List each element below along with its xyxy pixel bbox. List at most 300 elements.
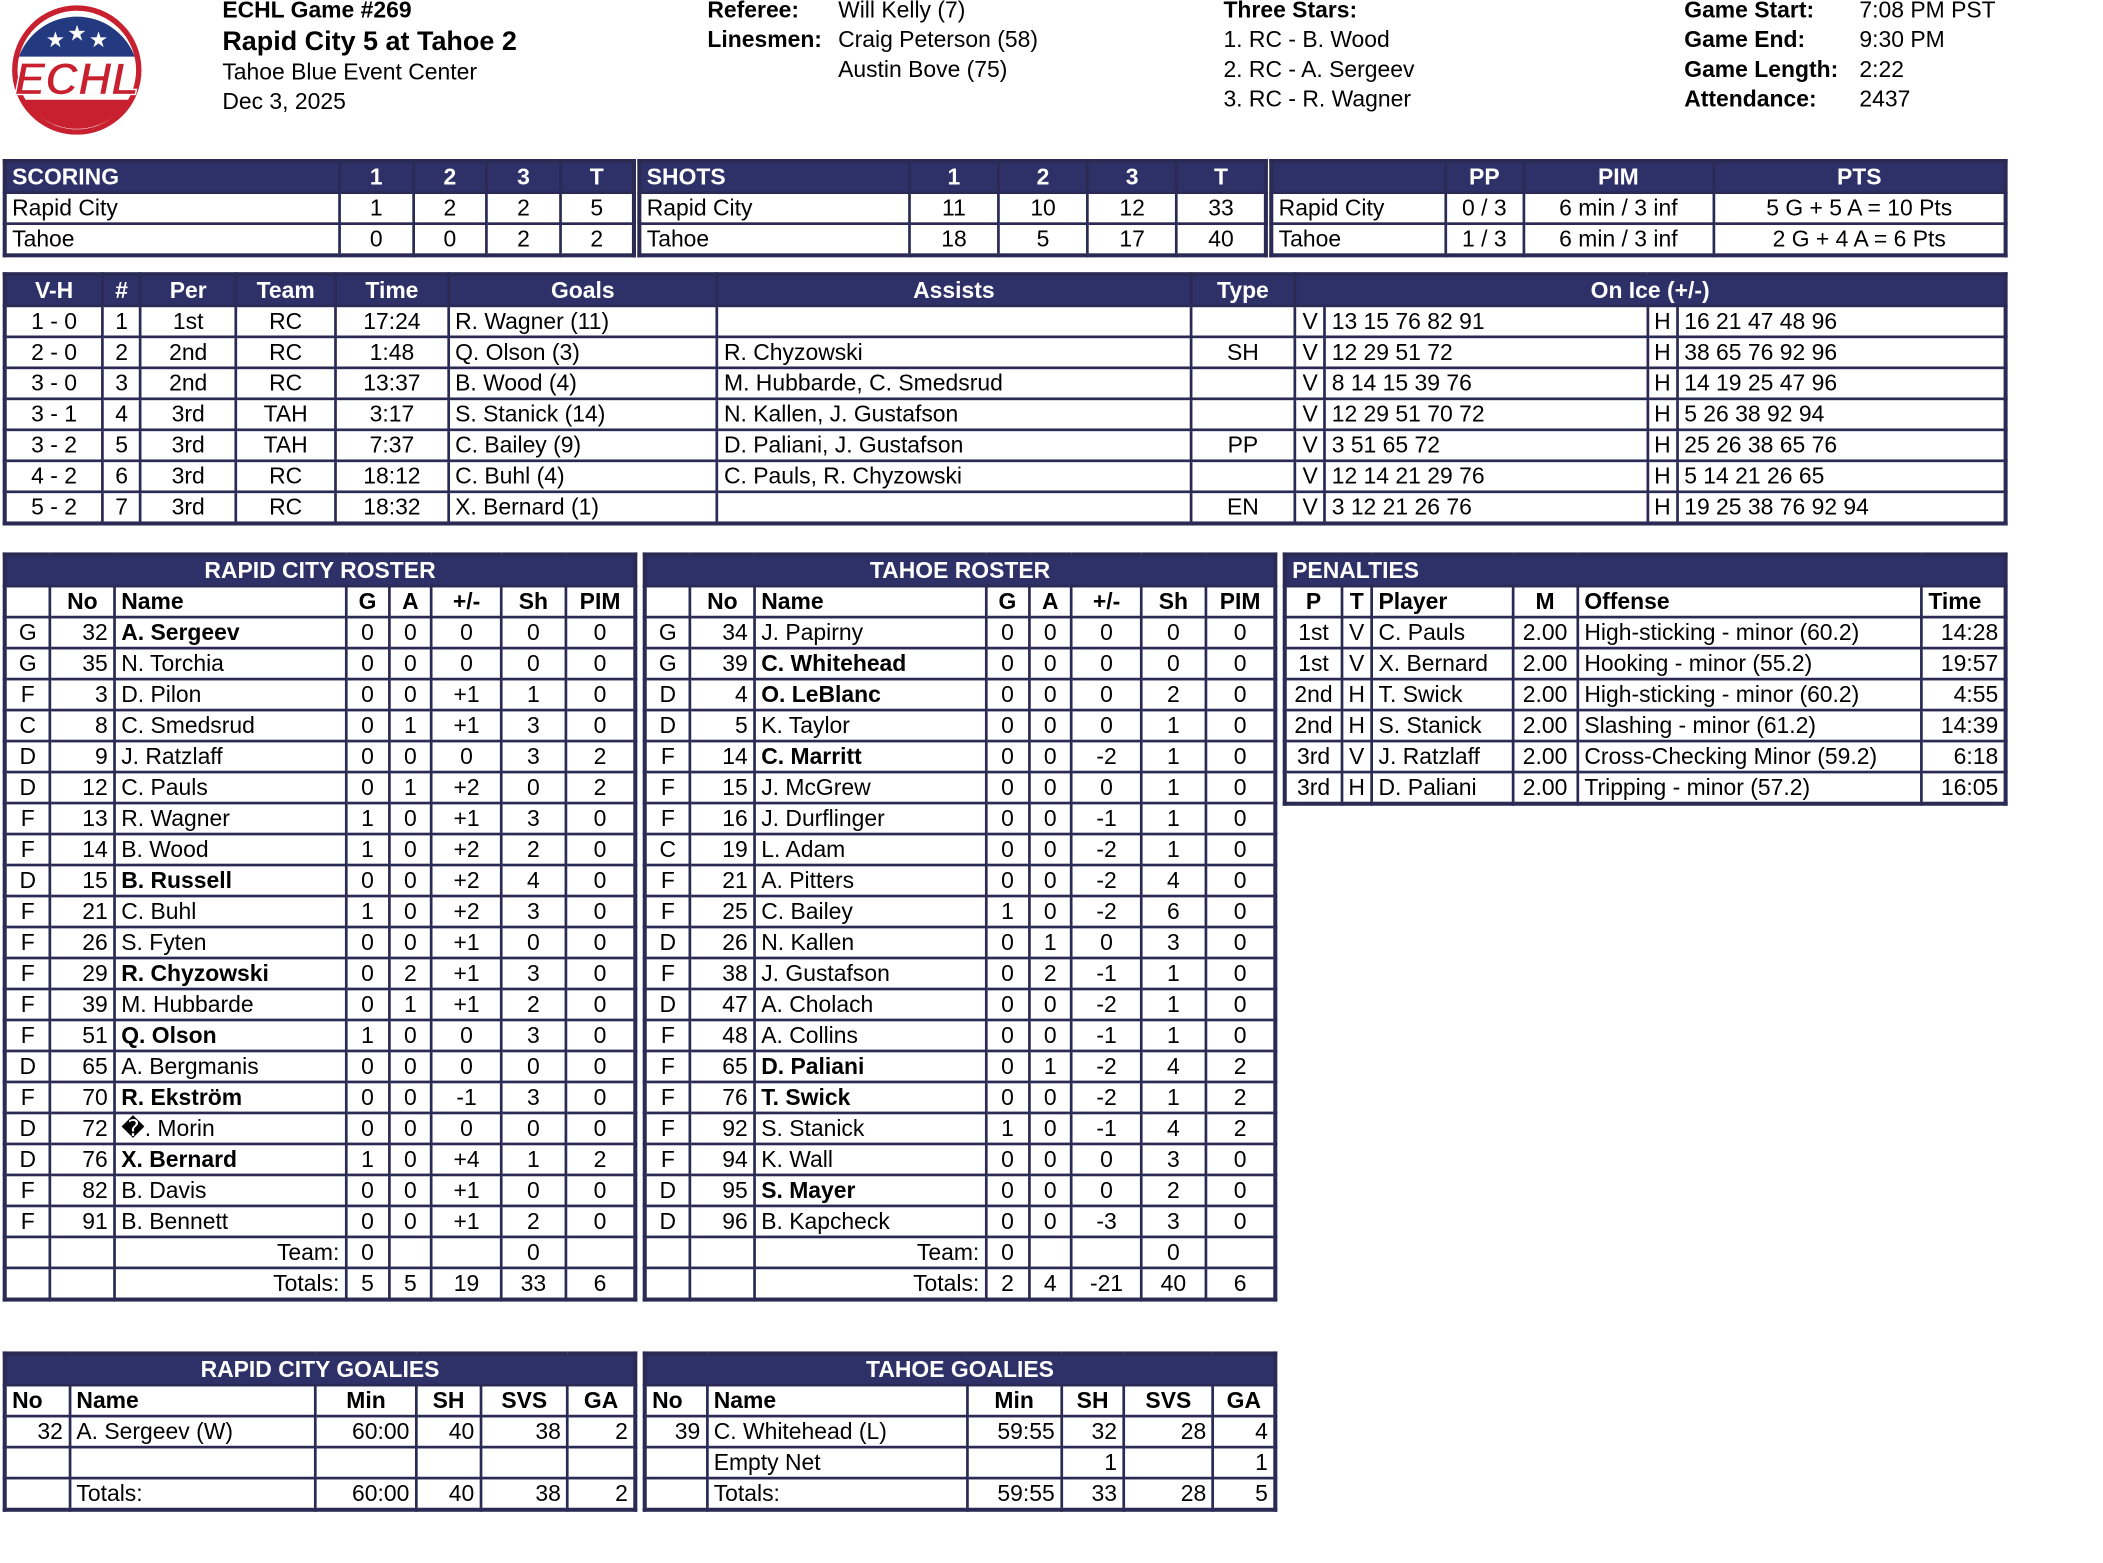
- column-header: No: [645, 1385, 707, 1416]
- home-marker: H: [1647, 492, 1677, 524]
- jersey-number: 14: [50, 834, 114, 865]
- shots: 1: [1141, 772, 1205, 803]
- pim: 2: [565, 1144, 635, 1175]
- column-header: No: [50, 586, 114, 617]
- assists: 1: [1029, 1051, 1072, 1082]
- shots: 4: [1141, 865, 1205, 896]
- roster-title: RAPID CITY ROSTER: [5, 554, 636, 586]
- goalie-row: [5, 1416, 636, 1447]
- assists: 0: [389, 803, 432, 834]
- goals: 1: [346, 803, 389, 834]
- goals: 0: [986, 679, 1029, 710]
- total-shots: 40: [1141, 1268, 1205, 1300]
- minutes: 60:00: [316, 1478, 416, 1510]
- position: D: [645, 989, 691, 1020]
- minutes: 2.00: [1513, 617, 1578, 648]
- player-name: X. Bernard: [114, 1144, 346, 1175]
- position: F: [5, 1020, 51, 1051]
- column-header: G: [986, 586, 1029, 617]
- assists: 0: [1029, 989, 1072, 1020]
- pim: 0: [565, 1020, 635, 1051]
- shots: 3: [1141, 1206, 1205, 1237]
- player: T. Swick: [1372, 679, 1513, 710]
- visitor-on-ice: 12 29 51 70 72: [1325, 399, 1647, 430]
- team-label: Team:: [114, 1237, 346, 1268]
- player-row: [645, 1051, 1276, 1082]
- offense: Cross-Checking Minor (59.2): [1578, 741, 1922, 772]
- team-side: H: [1342, 679, 1372, 710]
- plus-minus: 0: [432, 1020, 501, 1051]
- total-goals: 5: [346, 1268, 389, 1300]
- team: RC: [236, 306, 336, 337]
- total-pim: 6: [1206, 1268, 1276, 1300]
- jersey-number: 19: [690, 834, 754, 865]
- goals: 0: [986, 1020, 1029, 1051]
- penalty-time: 14:28: [1922, 617, 2006, 648]
- player-row: [645, 927, 1276, 958]
- goals-header: Goals: [448, 274, 717, 306]
- position: F: [5, 927, 51, 958]
- player-row: [645, 896, 1276, 927]
- player-name: O. LeBlanc: [754, 679, 986, 710]
- goalie-row: [645, 1416, 1276, 1447]
- position: F: [645, 803, 691, 834]
- player-row: [645, 865, 1276, 896]
- penalty-time: 6:18: [1922, 741, 2006, 772]
- shots: 3: [1141, 927, 1205, 958]
- goals: 0: [986, 741, 1029, 772]
- player-row: [5, 1175, 636, 1206]
- jersey-number: [645, 1447, 707, 1478]
- special-teams-table: [1269, 159, 2007, 257]
- plus-minus: 0: [432, 741, 501, 772]
- jersey-number: 3: [50, 679, 114, 710]
- scorer: Q. Olson (3): [448, 337, 717, 368]
- pim: 0: [565, 679, 635, 710]
- jersey-number: 32: [5, 1416, 70, 1447]
- jersey-number: 65: [50, 1051, 114, 1082]
- pim: 2: [565, 741, 635, 772]
- assists: 0: [389, 1051, 432, 1082]
- cell: 0 / 3: [1445, 193, 1523, 224]
- position: F: [5, 679, 51, 710]
- team-side: V: [1342, 648, 1372, 679]
- visitor-on-ice: 3 51 65 72: [1325, 430, 1647, 461]
- assists: 0: [1029, 865, 1072, 896]
- plus-minus: -2: [1072, 834, 1142, 865]
- shots: 0: [501, 927, 565, 958]
- visitor-marker: V: [1295, 430, 1325, 461]
- period: 1st: [1285, 648, 1342, 679]
- column-header: Min: [316, 1385, 416, 1416]
- team-row: [645, 1237, 1276, 1268]
- cell: 2: [560, 224, 634, 256]
- goals: 0: [346, 648, 389, 679]
- totals-row: [5, 1268, 636, 1300]
- saves: [1124, 1447, 1213, 1478]
- shots: 3: [501, 741, 565, 772]
- jersey-number: 32: [50, 617, 114, 648]
- shots: 1: [1141, 710, 1205, 741]
- saves: 38: [481, 1478, 568, 1510]
- team: TAH: [236, 399, 336, 430]
- column-header: GA: [568, 1385, 636, 1416]
- team-name: Tahoe: [639, 224, 909, 256]
- table-row: [5, 224, 634, 256]
- goal-time: 7:37: [335, 430, 448, 461]
- player: J. Ratzlaff: [1372, 741, 1513, 772]
- table-row: [639, 193, 1266, 224]
- roster-header-row: [5, 586, 636, 617]
- player-name: D. Paliani: [754, 1051, 986, 1082]
- cell: 5: [999, 224, 1088, 256]
- plus-minus: 0: [1072, 927, 1142, 958]
- pim: 0: [1206, 834, 1276, 865]
- team-row: [5, 1237, 636, 1268]
- period: 3rd: [140, 430, 235, 461]
- plus-minus: +1: [432, 1175, 501, 1206]
- player-row: [645, 1082, 1276, 1113]
- position: D: [645, 927, 691, 958]
- tahoe-goalies: [643, 1351, 1278, 1511]
- rapid-city-goalies: [3, 1351, 638, 1511]
- player-name: C. Whitehead: [754, 648, 986, 679]
- assists: 0: [389, 1082, 432, 1113]
- jersey-number: 95: [690, 1175, 754, 1206]
- penalty-row: [1285, 710, 2006, 741]
- shots: 4: [1141, 1051, 1205, 1082]
- player: S. Stanick: [1372, 710, 1513, 741]
- column-header: SH: [1061, 1385, 1123, 1416]
- player-row: [5, 865, 636, 896]
- saves: 28: [1124, 1478, 1213, 1510]
- blank-cell: [1206, 1237, 1276, 1268]
- cell: 1: [339, 193, 413, 224]
- plus-minus: +1: [432, 803, 501, 834]
- minutes: 59:55: [967, 1478, 1062, 1510]
- penalty-time: 19:57: [1922, 648, 2006, 679]
- period: 1st: [140, 306, 235, 337]
- team: RC: [236, 492, 336, 524]
- player-row: [645, 710, 1276, 741]
- jersey-number: 16: [690, 803, 754, 834]
- pim: 0: [1206, 803, 1276, 834]
- assists: [717, 306, 1190, 337]
- penalty-time: 4:55: [1922, 679, 2006, 710]
- shots: 0: [501, 617, 565, 648]
- pim: 2: [1206, 1113, 1276, 1144]
- assists: 1: [389, 710, 432, 741]
- blank-cell: [432, 1237, 501, 1268]
- plus-minus: 0: [1072, 679, 1142, 710]
- penalty-row: [1285, 679, 2006, 710]
- goal-number: 5: [103, 430, 141, 461]
- goals: 0: [986, 648, 1029, 679]
- position: F: [5, 1082, 51, 1113]
- assists: 0: [389, 927, 432, 958]
- plus-minus: +4: [432, 1144, 501, 1175]
- plus-minus: 0: [432, 617, 501, 648]
- goal-row: [5, 337, 2006, 368]
- player-name: Q. Olson: [114, 1020, 346, 1051]
- goals-against: 2: [568, 1478, 636, 1510]
- minutes: 59:55: [967, 1416, 1062, 1447]
- echl-logo-wordmark: ECHL: [14, 53, 140, 105]
- column-header: Min: [967, 1385, 1062, 1416]
- assists: 0: [389, 617, 432, 648]
- blank-cell: [690, 1237, 754, 1268]
- plus-minus: -3: [1072, 1206, 1142, 1237]
- goal-type: [1190, 399, 1295, 430]
- referee-name: Will Kelly (7): [838, 0, 966, 23]
- saves: 38: [481, 1416, 568, 1447]
- player-row: [645, 958, 1276, 989]
- player-name: �. Morin: [114, 1113, 346, 1144]
- shots: 1: [1141, 834, 1205, 865]
- position: F: [5, 896, 51, 927]
- column-header: SVS: [481, 1385, 568, 1416]
- jersey-number: 76: [50, 1144, 114, 1175]
- team-side: V: [1342, 617, 1372, 648]
- jersey-number: 21: [690, 865, 754, 896]
- period: 3rd: [140, 399, 235, 430]
- position: G: [5, 617, 51, 648]
- assists: 0: [1029, 896, 1072, 927]
- plus-minus: -1: [1072, 1020, 1142, 1051]
- cell: 0: [339, 224, 413, 256]
- total-goals: 2: [986, 1268, 1029, 1300]
- scorer: R. Wagner (11): [448, 306, 717, 337]
- player-name: S. Fyten: [114, 927, 346, 958]
- total-shots: 33: [501, 1268, 565, 1300]
- pim: 0: [565, 1082, 635, 1113]
- assists: 0: [1029, 617, 1072, 648]
- player-row: [645, 1206, 1276, 1237]
- totals-label: Totals:: [707, 1478, 967, 1510]
- assists: 0: [389, 679, 432, 710]
- home-on-ice: 5 14 21 26 65: [1677, 461, 2005, 492]
- home-marker: H: [1647, 430, 1677, 461]
- visitor-marker: V: [1295, 461, 1325, 492]
- assists: R. Chyzowski: [717, 337, 1190, 368]
- shots: 0: [501, 1051, 565, 1082]
- plus-minus: -2: [1072, 865, 1142, 896]
- player-name: J. Papirny: [754, 617, 986, 648]
- shots: 2: [501, 989, 565, 1020]
- assists: N. Kallen, J. Gustafson: [717, 399, 1190, 430]
- cell: 1 / 3: [1445, 224, 1523, 256]
- player-name: A. Pitters: [754, 865, 986, 896]
- goals-against: 5: [1213, 1478, 1275, 1510]
- assists: 0: [1029, 803, 1072, 834]
- visitor-on-ice: 12 14 21 29 76: [1325, 461, 1647, 492]
- position: G: [5, 648, 51, 679]
- assists: 0: [1029, 772, 1072, 803]
- goal-number: 6: [103, 461, 141, 492]
- saves: [481, 1447, 568, 1478]
- minutes: 2.00: [1513, 648, 1578, 679]
- penalty-time: 14:39: [1922, 710, 2006, 741]
- player-name: C. Marritt: [754, 741, 986, 772]
- vh-header: V-H: [5, 274, 103, 306]
- player-row: [5, 710, 636, 741]
- pim: 0: [1206, 679, 1276, 710]
- player-row: [5, 958, 636, 989]
- team: RC: [236, 368, 336, 399]
- period: 2nd: [1285, 710, 1342, 741]
- game-end: 9:30 PM: [1859, 26, 1945, 53]
- jersey-number: 92: [690, 1113, 754, 1144]
- goal-row: [5, 399, 2006, 430]
- shots: 1: [501, 1144, 565, 1175]
- goal-row: [5, 430, 2006, 461]
- column-header: Name: [114, 586, 346, 617]
- linesman-1: Craig Peterson (58): [838, 26, 1038, 53]
- jersey-number: 82: [50, 1175, 114, 1206]
- assists: D. Paliani, J. Gustafson: [717, 430, 1190, 461]
- pim: 0: [1206, 1144, 1276, 1175]
- pim: 0: [565, 958, 635, 989]
- pim: 0: [565, 710, 635, 741]
- column-header: Offense: [1578, 586, 1922, 617]
- cell: 10: [999, 193, 1088, 224]
- goal-type: [1190, 368, 1295, 399]
- position: F: [645, 741, 691, 772]
- player-name: R. Wagner: [114, 803, 346, 834]
- rapid-city-roster: [3, 552, 638, 1301]
- team-name: Tahoe: [1271, 224, 1445, 256]
- column-header: A: [389, 586, 432, 617]
- assists: 0: [1029, 741, 1072, 772]
- penalties-table: [1283, 552, 2008, 805]
- period: 2nd: [1285, 679, 1342, 710]
- column-header: No: [5, 1385, 70, 1416]
- goals: 0: [346, 1175, 389, 1206]
- shots: 0: [501, 1175, 565, 1206]
- player-row: [5, 1206, 636, 1237]
- position: F: [645, 865, 691, 896]
- blank-cell: [565, 1237, 635, 1268]
- pim: 2: [1206, 1051, 1276, 1082]
- game-start-label: Game Start:: [1684, 0, 1815, 23]
- position: D: [5, 1113, 51, 1144]
- period: 2nd: [140, 337, 235, 368]
- player-row: [5, 617, 636, 648]
- home-on-ice: 38 65 76 92 96: [1677, 337, 2005, 368]
- cell: 17: [1088, 224, 1177, 256]
- jersey-number: 26: [50, 927, 114, 958]
- player-row: [5, 772, 636, 803]
- player-name: B. Bennett: [114, 1206, 346, 1237]
- player-row: [5, 1020, 636, 1051]
- player-name: J. Durflinger: [754, 803, 986, 834]
- team: TAH: [236, 430, 336, 461]
- goal-type: [1190, 461, 1295, 492]
- blank-cell: [1029, 1237, 1072, 1268]
- player-row: [5, 1113, 636, 1144]
- period-header: 2: [413, 161, 487, 193]
- column-header: M: [1513, 586, 1578, 617]
- officials-names: [838, 0, 1038, 85]
- pim: 0: [1206, 710, 1276, 741]
- goalie-row: [5, 1447, 636, 1478]
- player-row: [5, 834, 636, 865]
- shots: 0: [501, 648, 565, 679]
- shots: 3: [501, 896, 565, 927]
- goal-row: [5, 368, 2006, 399]
- player-row: [5, 648, 636, 679]
- assists-header: Assists: [717, 274, 1190, 306]
- plus-minus: -2: [1072, 741, 1142, 772]
- goal-number: 4: [103, 399, 141, 430]
- position: D: [5, 772, 51, 803]
- blank-cell: [50, 1237, 114, 1268]
- table-row: [639, 224, 1266, 256]
- assists: 0: [389, 896, 432, 927]
- position: C: [5, 710, 51, 741]
- player-row: [645, 679, 1276, 710]
- visitor-marker: V: [1295, 337, 1325, 368]
- player: C. Pauls: [1372, 617, 1513, 648]
- table-row: [5, 193, 634, 224]
- shots-against: 40: [416, 1478, 481, 1510]
- shots: 1: [1141, 1020, 1205, 1051]
- position: F: [645, 958, 691, 989]
- shots: 4: [1141, 1113, 1205, 1144]
- cell: 0: [413, 224, 487, 256]
- assists: 0: [1029, 1206, 1072, 1237]
- team-label: Team:: [754, 1237, 986, 1268]
- pim-header: PIM: [1523, 161, 1713, 193]
- star-1: 1. RC - B. Wood: [1223, 26, 1390, 53]
- assists: 0: [1029, 648, 1072, 679]
- goals: 0: [346, 741, 389, 772]
- assists: 0: [389, 1206, 432, 1237]
- position: D: [645, 710, 691, 741]
- score-state: 3 - 0: [5, 368, 103, 399]
- player-row: [5, 741, 636, 772]
- scorer: B. Wood (4): [448, 368, 717, 399]
- jersey-number: 47: [690, 989, 754, 1020]
- shots: 0: [501, 1113, 565, 1144]
- score-state: 2 - 0: [5, 337, 103, 368]
- column-header: Player: [1372, 586, 1513, 617]
- column-header: +/-: [1072, 586, 1142, 617]
- shots: 6: [1141, 896, 1205, 927]
- assists: 0: [1029, 679, 1072, 710]
- totals-label: Totals:: [114, 1268, 346, 1300]
- team-name: Rapid City: [1271, 193, 1445, 224]
- assists: 0: [389, 1144, 432, 1175]
- player-name: B. Russell: [114, 865, 346, 896]
- jersey-number: 94: [690, 1144, 754, 1175]
- jersey-number: 76: [690, 1082, 754, 1113]
- goals: 0: [986, 834, 1029, 865]
- penalty-row: [1285, 648, 2006, 679]
- plus-minus: +1: [432, 989, 501, 1020]
- period-header: 3: [1088, 161, 1177, 193]
- shots: 2: [501, 834, 565, 865]
- column-header: [5, 586, 51, 617]
- shots-against: [416, 1447, 481, 1478]
- blank-header: [1271, 161, 1445, 193]
- column-header: No: [690, 586, 754, 617]
- cell: 11: [909, 193, 998, 224]
- goals: 0: [986, 803, 1029, 834]
- visitor-marker: V: [1295, 368, 1325, 399]
- score-state: 1 - 0: [5, 306, 103, 337]
- period-header: 2: [999, 161, 1088, 193]
